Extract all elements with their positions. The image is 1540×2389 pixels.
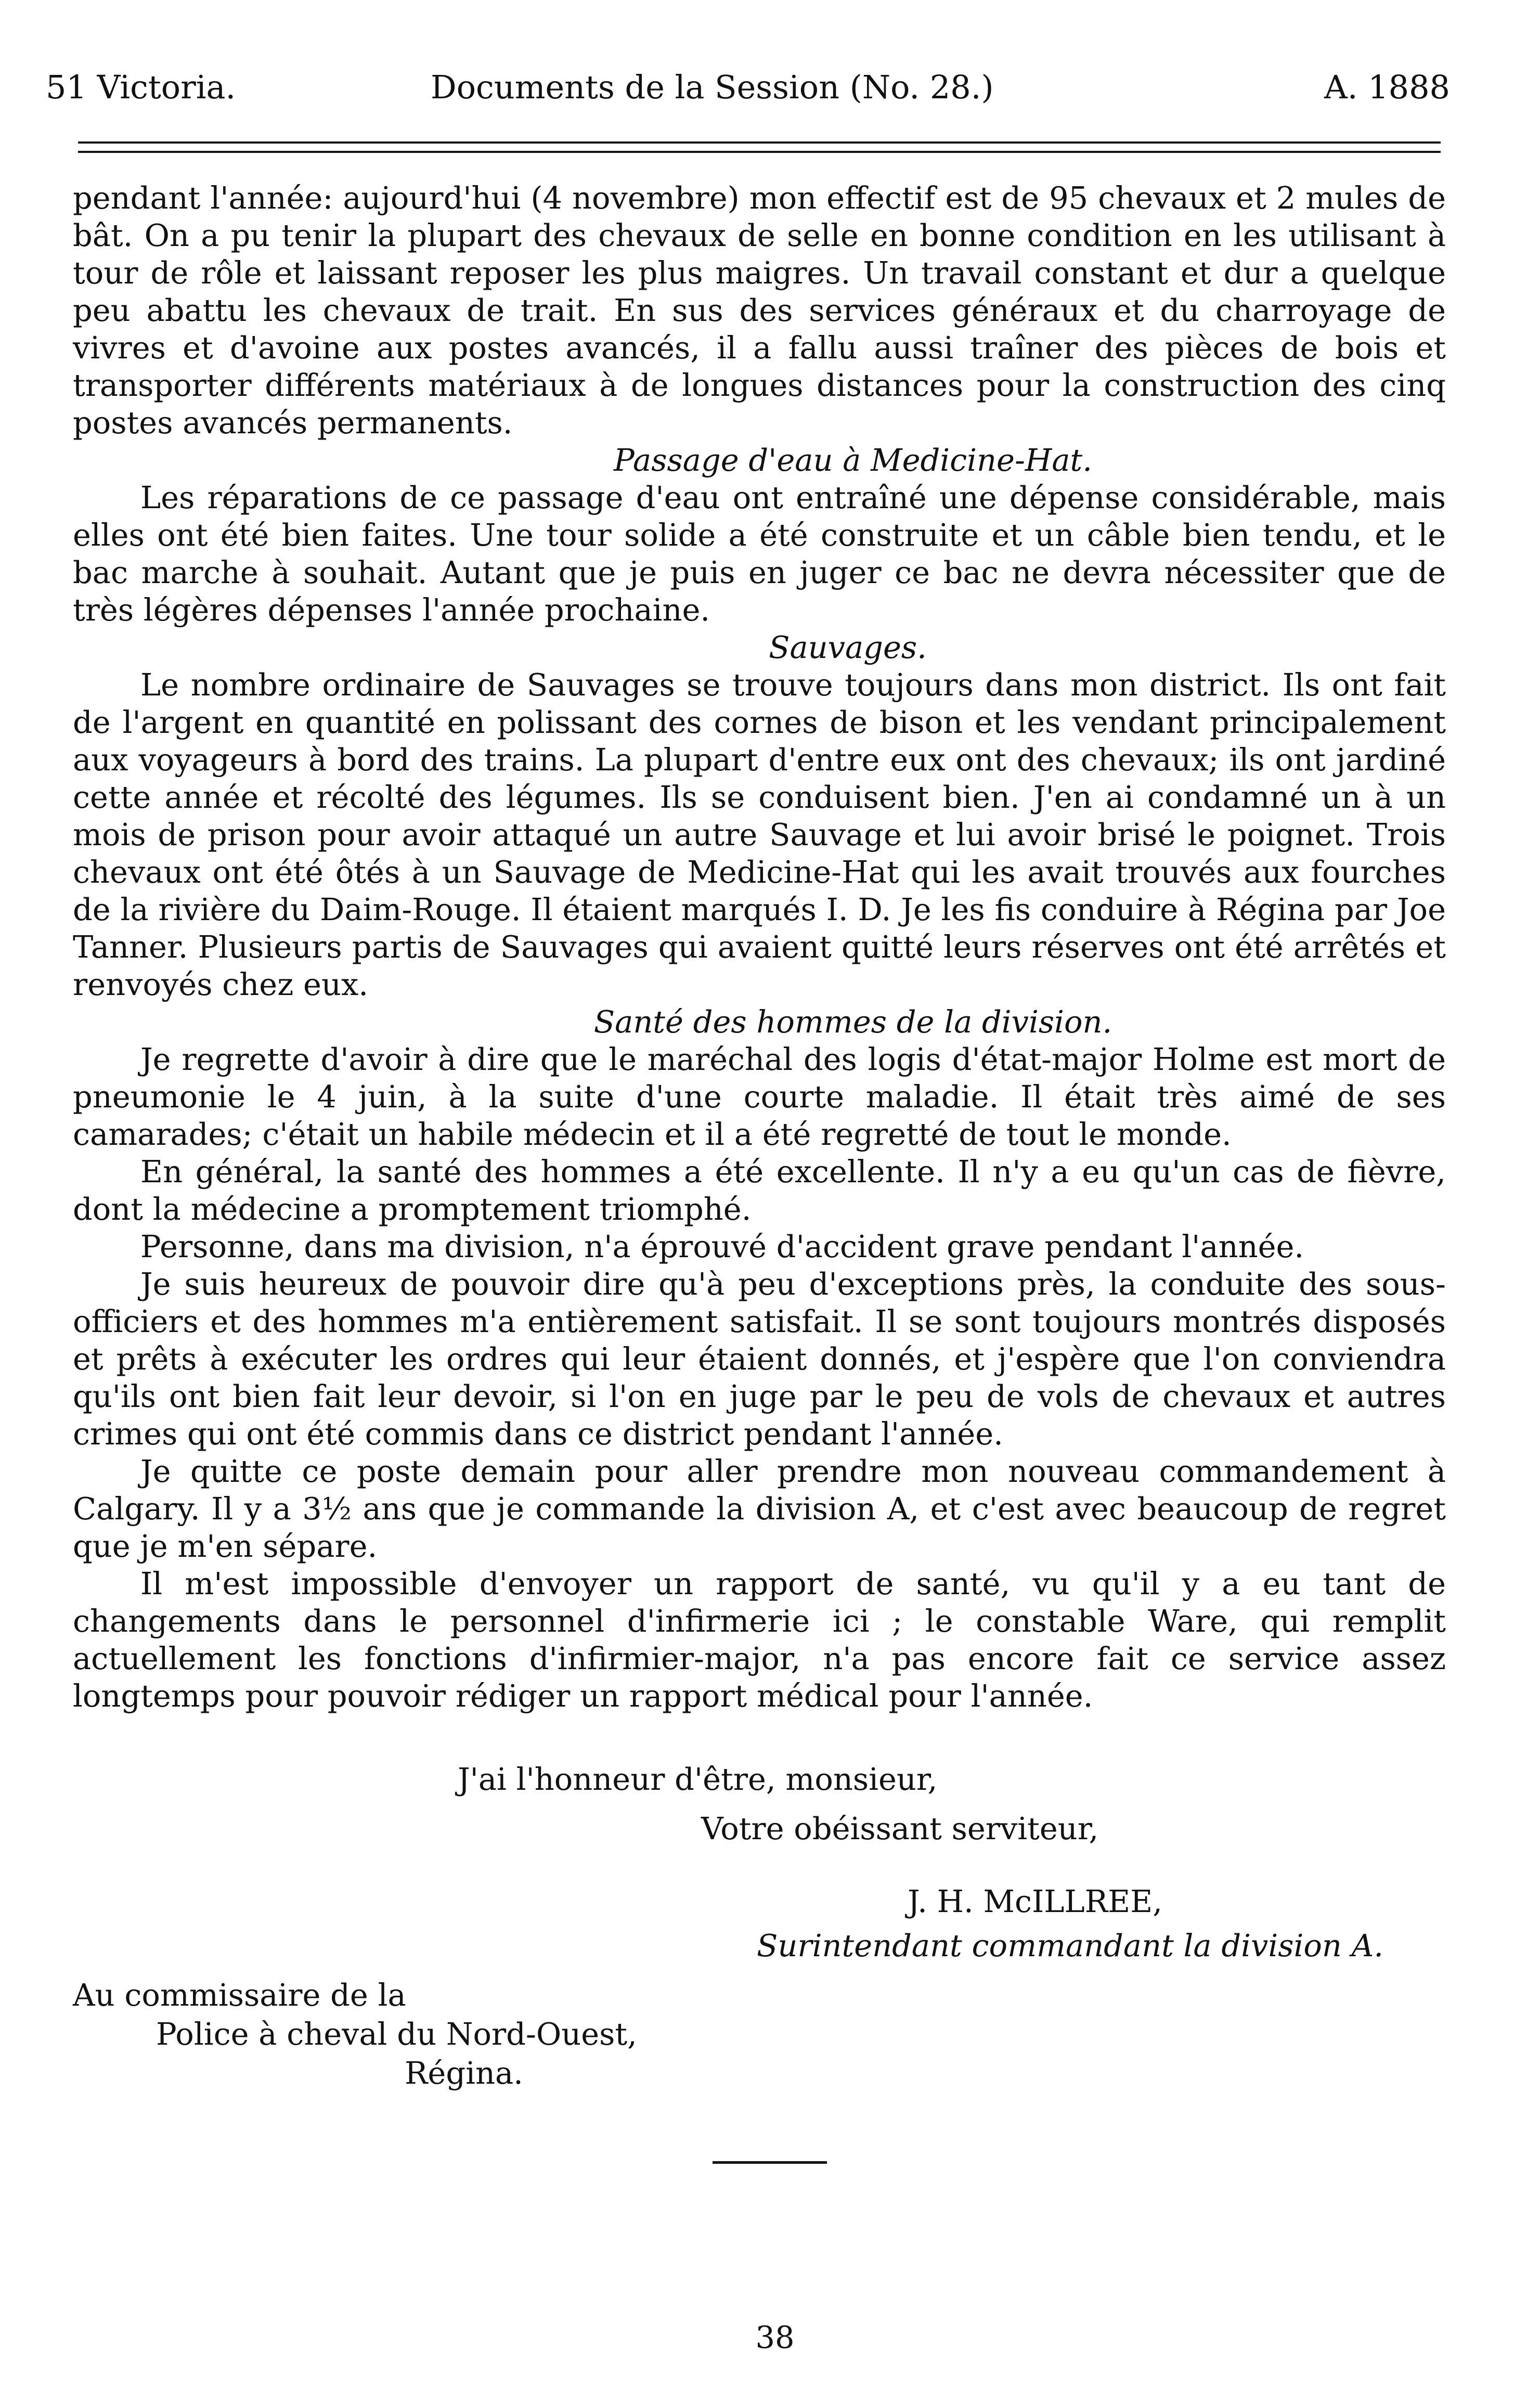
signature-name: J. H. McILLREE, bbox=[908, 1883, 1162, 1919]
header-center: Documents de la Session (No. 28.) bbox=[431, 68, 994, 106]
page-number: 38 bbox=[755, 2319, 795, 2355]
heading-sauvages: Sauvages. bbox=[769, 629, 927, 665]
address-line-1: Au commissaire de la bbox=[73, 1977, 406, 2013]
paragraph-conduct: Je suis heureux de pouvoir dire qu'à peu d'exceptions près, la conduite des sous-officiers et des hommes m'a entièrement satisfait. Il se sont toujours montrés disposés et prêts à exécuter les ordres qui leur étaient donnés, et j'espère que l'on conviendra qu'ils ont bien fait leur devoir, si l'on en juge par le peu de vols de chevaux et autres crimes qui ont été commis dans ce district pendant l'année. bbox=[73, 1266, 1446, 1452]
section-divider bbox=[713, 2161, 827, 2164]
closing-salutation: J'ai l'honneur d'être, monsieur, bbox=[458, 1761, 938, 1797]
paragraph-health: En général, la santé des hommes a été excellente. Il n'y a eu qu'un cas de fièvre, dont la médecine a promptement triomphé. bbox=[73, 1154, 1446, 1227]
heading-sante: Santé des hommes de la division. bbox=[593, 1004, 1112, 1040]
running-head bbox=[46, 61, 1450, 113]
paragraph-health-report: Il m'est impossible d'envoyer un rapport de santé, vu qu'il y a eu tant de changements dans le personnel d'infirmerie ici ; le constable Ware, qui remplit actuellement les fonctions d'infirmier-major, n'a pas encore fait ce service assez longtemps pour pouvoir rédiger un rapport médical pour l'année. bbox=[73, 1566, 1446, 1714]
heading-passage: Passage d'eau à Medicine-Hat. bbox=[614, 442, 1092, 478]
paragraph-departure: Je quitte ce poste demain pour aller prendre mon nouveau commandement à Calgary. Il y a 3½ ans que je commande la division A, et c'est avec beaucoup de regret que je m'en sépare. bbox=[73, 1453, 1446, 1564]
closing-servant: Votre obéissant serviteur, bbox=[701, 1811, 1099, 1846]
header-rule-bottom bbox=[78, 151, 1441, 153]
address-line-2: Police à cheval du Nord-Ouest, bbox=[156, 2016, 637, 2052]
paragraph-holme: Je regrette d'avoir à dire que le maréchal des logis d'état-major Holme est mort de pneumonie le 4 juin, à la suite d'une courte maladie. Il était très aimé de ses camarades; c'était un habile médecin et il a été regretté de tout le monde. bbox=[73, 1041, 1446, 1152]
header-left: 51 Victoria. bbox=[46, 68, 236, 106]
header-right: A. 1888 bbox=[1324, 68, 1450, 106]
paragraph-ferry: Les réparations de ce passage d'eau ont entraîné une dépense considérable, mais elles ont été bien faites. Une tour solide a été construite et un câble bien tendu, et le bac marche à souhait. Autant que je puis en juger ce bac ne devra nécessiter que de très légères dépenses l'année prochaine. bbox=[73, 480, 1446, 628]
paragraph-accidents: Personne, dans ma division, n'a éprouvé d'accident grave pendant l'année. bbox=[140, 1229, 1304, 1264]
paragraph-sauvages: Le nombre ordinaire de Sauvages se trouve toujours dans mon district. Ils ont fait de l'argent en quantité en polissant des cornes de bison et les vendant principalement aux voyageurs à bord des trains. La plupart d'entre eux ont des chevaux; ils ont jardiné cette année et récolté des légumes. Ils se conduisent bien. J'en ai condamné un à un mois de prison pour avoir attaqué un autre Sauvage et lui avoir brisé le poignet. Trois chevaux ont été ôtés à un Sauvage de Medicine-Hat qui les avait trouvés aux fourches de la rivière du Daim-Rouge. Il étaient marqués I. D. Je les fis conduire à Régina par Joe Tanner. Plusieurs partis de Sauvages qui avaient quitté leurs réserves ont été arrêtés et renvoyés chez eux. bbox=[73, 667, 1446, 1002]
paragraph-horses: pendant l'année: aujourd'hui (4 novembre) mon effectif est de 95 chevaux et 2 mules de bât. On a pu tenir la plupart des chevaux de selle en bonne condition en les utilisant à tour de rôle et laissant reposer les plus maigres. Un travail constant et dur a quelque peu abattu les chevaux de trait. En sus des services généraux et du charroyage de vivres et d'avoine aux postes avancés, il a fallu aussi traîner des pièces de bois et transporter différents matériaux à de longues distances pour la construction des cinq postes avancés permanents. bbox=[73, 180, 1446, 441]
signature-title: Surintendant commandant la division A. bbox=[757, 1928, 1383, 1964]
body-text bbox=[73, 179, 1446, 1715]
address-line-3: Régina. bbox=[405, 2055, 523, 2091]
header-rule-top bbox=[78, 141, 1441, 144]
